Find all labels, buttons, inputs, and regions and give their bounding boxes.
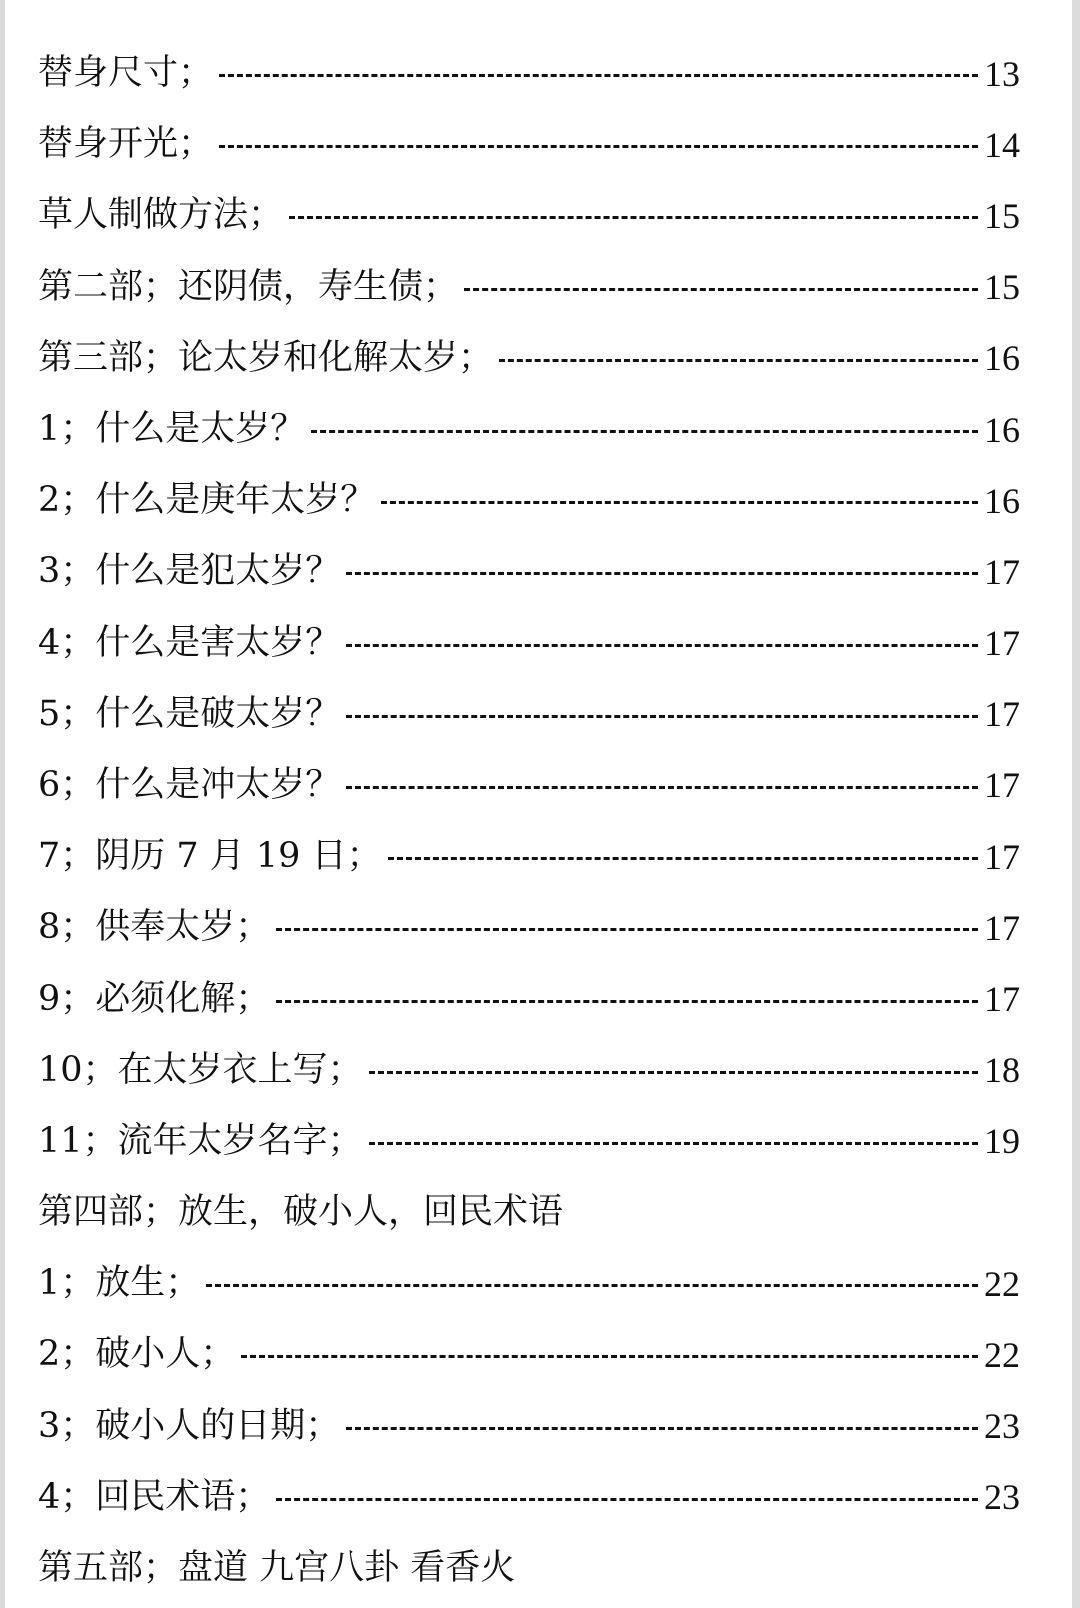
toc-section-heading [38,1177,1020,1248]
toc-dot-leader [346,572,978,575]
toc-entry-title: 第五部；盘道 九宫八卦 看香火 [38,1548,516,1589]
toc-entry-title: 9；必须化解； [38,978,271,1019]
toc-entry-title: 10；在太岁衣上写； [38,1049,363,1090]
toc-entry [38,892,1020,963]
toc-entry-title: 1；放生； [38,1263,201,1304]
toc-dot-leader [311,430,978,433]
toc-dot-leader [346,786,978,789]
toc-entry-title: 7；阴历 7 月 19 日； [38,836,382,877]
toc-entry [38,1319,1020,1390]
toc-entry [38,1248,1020,1319]
toc-dot-leader [369,1142,978,1145]
toc-dot-leader [464,288,978,291]
toc-entry-title: 替身尺寸； [38,53,214,94]
toc-dot-leader [346,1427,978,1430]
toc-dot-leader [346,715,978,718]
toc-page-number: 16 [984,480,1020,521]
toc-entry-title: 11；流年太岁名字； [38,1120,363,1161]
page-edge-right [1072,0,1080,1608]
toc-page-number: 17 [984,907,1020,948]
toc-entry-title: 第四部；放生，破小人，回民术语 [38,1192,564,1233]
toc-entry-title: 2；什么是庚年太岁？ [38,480,376,521]
toc-dot-leader [219,74,978,77]
toc-entry-title: 第二部；还阴债，寿生债； [38,266,459,307]
toc-page-number: 17 [984,765,1020,806]
toc-entry-title: 5；什么是破太岁？ [38,693,341,734]
toc-dot-leader [276,1000,978,1003]
toc-entry-title: 1；什么是太岁？ [38,409,306,450]
toc-entry-title: 8；供奉太岁； [38,907,271,948]
toc-dot-leader [346,644,978,647]
toc-page-number: 22 [984,1334,1020,1375]
toc-entry [38,821,1020,892]
toc-entry-title: 4；回民术语； [38,1476,271,1517]
toc-entry [38,323,1020,394]
toc-entry [38,963,1020,1034]
toc-entry-title: 第三部；论太岁和化解太岁； [38,337,494,378]
toc-page-number: 17 [984,836,1020,877]
toc-entry-title: 3；破小人的日期； [38,1405,341,1446]
toc-dot-leader [241,1355,978,1358]
toc-page-number: 19 [984,1121,1020,1162]
toc-entry-title: 4；什么是害太岁？ [38,622,341,663]
toc-entry-title: 草人制做方法； [38,195,284,236]
toc-entry-title: 3；什么是犯太岁？ [38,551,341,592]
toc-dot-leader [388,857,978,860]
toc-entry [38,180,1020,251]
toc-dot-leader [219,145,978,148]
toc-entry [38,252,1020,323]
toc-page-number: 15 [984,267,1020,308]
toc-entry [38,394,1020,465]
toc-page-number: 23 [984,1406,1020,1447]
toc-page-number: 17 [984,623,1020,664]
toc-entry [38,536,1020,607]
toc-entry [38,608,1020,679]
toc-entry [38,1391,1020,1462]
toc-entry-title: 替身开光； [38,124,214,165]
toc-page-number: 22 [984,1263,1020,1304]
toc-page-number: 17 [984,979,1020,1020]
toc-entry [38,465,1020,536]
toc-dot-leader [289,216,978,219]
toc-dot-leader [381,501,978,504]
toc-dot-leader [206,1284,978,1287]
toc-dot-leader [369,1071,978,1074]
toc-dot-leader [276,928,978,931]
toc-entry [38,1106,1020,1177]
page-edge-left [0,0,5,1608]
toc-page-number: 16 [984,409,1020,450]
toc-page-number: 14 [984,124,1020,165]
toc-page-number: 17 [984,694,1020,735]
toc-section-heading [38,1533,1020,1604]
toc-entry-title: 6；什么是冲太岁？ [38,764,341,805]
table-of-contents [38,38,1020,1604]
toc-page-number: 13 [984,53,1020,94]
toc-entry [38,109,1020,180]
toc-entry-title: 2；破小人； [38,1334,236,1375]
toc-dot-leader [276,1498,978,1501]
toc-entry [38,679,1020,750]
toc-page-number: 15 [984,195,1020,236]
toc-entry [38,38,1020,109]
toc-page-number: 18 [984,1050,1020,1091]
toc-entry [38,1035,1020,1106]
toc-entry [38,1462,1020,1533]
toc-entry [38,750,1020,821]
toc-page-number: 16 [984,338,1020,379]
toc-page-number: 23 [984,1477,1020,1518]
toc-dot-leader [499,359,978,362]
toc-page-number: 17 [984,551,1020,592]
